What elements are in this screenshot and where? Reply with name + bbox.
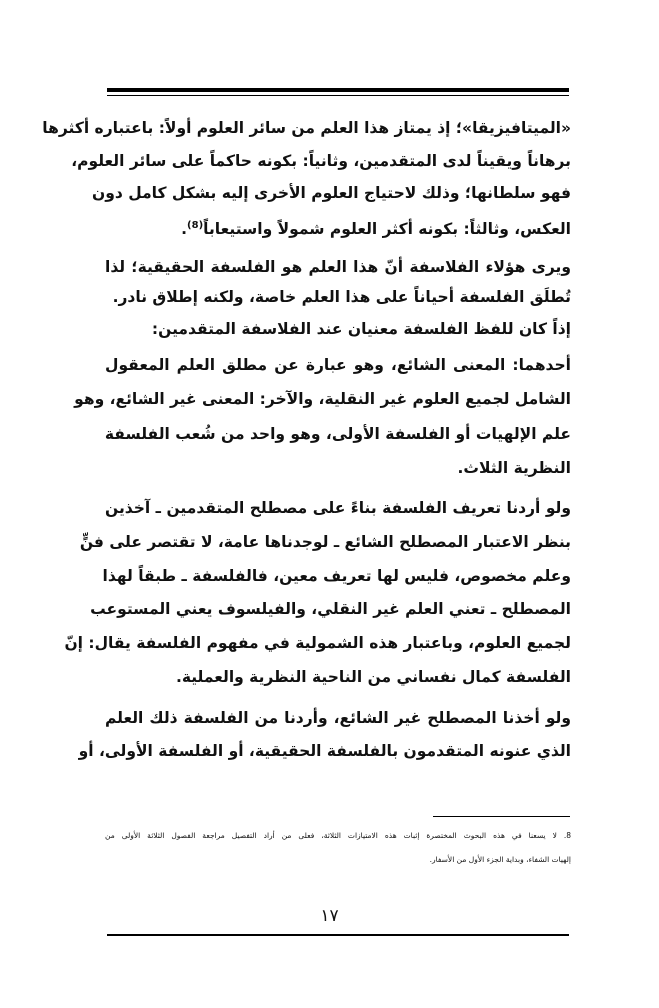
text-line: الفلسفة كمال نفساني من الناحية النظرية والعملية. [175, 667, 571, 686]
footnote-reference: (8) [187, 220, 204, 232]
text-fragment: . [181, 220, 188, 239]
text-line: الذي عنونه المتقدمون بالفلسفة الحقيقية، أو الفلسفة الأولى، أو [78, 741, 571, 760]
paragraph-1 [42, 112, 571, 246]
text-line: ويرى هؤلاء الفلاسفة أنّ هذا العلم هو الفلسفة الحقيقية؛ لذا [105, 257, 571, 276]
footnote-separator [433, 816, 570, 817]
paragraph-2 [105, 252, 571, 312]
text-line: إذاً كان للفظ الفلسفة معنيان عند الفلاسفة المتقدمين: [151, 319, 571, 338]
text-line: علم الإلهيات أو الفلسفة الأولى، وهو واحد من شُعب الفلسفة [104, 424, 571, 443]
paragraph-5 [64, 492, 571, 695]
text-line: النظرية الثلاث. [457, 459, 571, 478]
text-fragment: العكس، وثالثاً: بكونه أكثر العلوم شمولاً واستيعاباً [203, 220, 571, 239]
text-line: ولو أخذنا المصطلح غير الشائع، وأردنا من الفلسفة ذلك العلم [105, 708, 571, 727]
paragraph-3 [105, 314, 571, 344]
text-line: وعلم مخصوص، فليس لها تعريف معين، فالفلسفة ـ طبقاً لهذا [102, 566, 571, 585]
text-line: الشامل لجميع العلوم غير النقلية، والآخر: المعنى غير الشائع، وهو [74, 390, 571, 409]
text-line: فهو سلطانها؛ وذلك لاحتياج العلوم الأخرى إليه بشكل كامل دون [92, 184, 571, 203]
text-line [105, 210, 571, 246]
footnote [105, 824, 571, 872]
text-line: برهاناً ويقيناً لدى المتقدمين، وثانياً: بكونه حاكماً على سائر العلوم، [71, 151, 571, 170]
footer-rule [107, 934, 569, 936]
text-line: أحدهما: المعنى الشائع، وهو عبارة عن مطلق العلم المعقول [105, 355, 571, 374]
paragraph-6 [78, 702, 571, 768]
text-line: لجميع العلوم، وباعتبار هذه الشمولية في مفهوم الفلسفة يقال: إنّ [64, 634, 571, 653]
paragraph-4 [74, 348, 571, 486]
text-line: بنظر الاعتبار المصطلح الشائع ـ لوجدناها عامة، لا تقتصر على فنٍّ [79, 532, 571, 551]
body-text [42, 112, 571, 768]
page-number: ١٧ [320, 906, 339, 926]
footnote-line: 8. لا يسعنا في هذه البحوث المختصرة إثبات هذه الامتيازات الثلاثة، فعلى من أراد التفصيل مراجعة الفصول الثلاثة الأولى من [105, 831, 571, 840]
header-rule-thick [107, 88, 569, 92]
text-line: المصطلح ـ تعني العلم غير النقلي، والفيلسوف يعني المستوعب [90, 600, 571, 619]
text-line: ولو أردنا تعريف الفلسفة بناءً على مصطلح المتقدمين ـ آخذين [105, 498, 571, 517]
header-rule-thin [107, 95, 569, 96]
text-line: تُطلَق الفلسفة أحياناً على هذا العلم خاصة، ولكنه إطلاق نادر. [112, 287, 571, 306]
text-line: «الميتافيزيقا»؛ إذ يمتاز هذا العلم من سائر العلوم أولاً: باعتباره أكثرها [42, 119, 571, 137]
footnote-line: إلهيات الشفاء، وبداية الجزء الأول من الأسفار. [429, 855, 571, 864]
